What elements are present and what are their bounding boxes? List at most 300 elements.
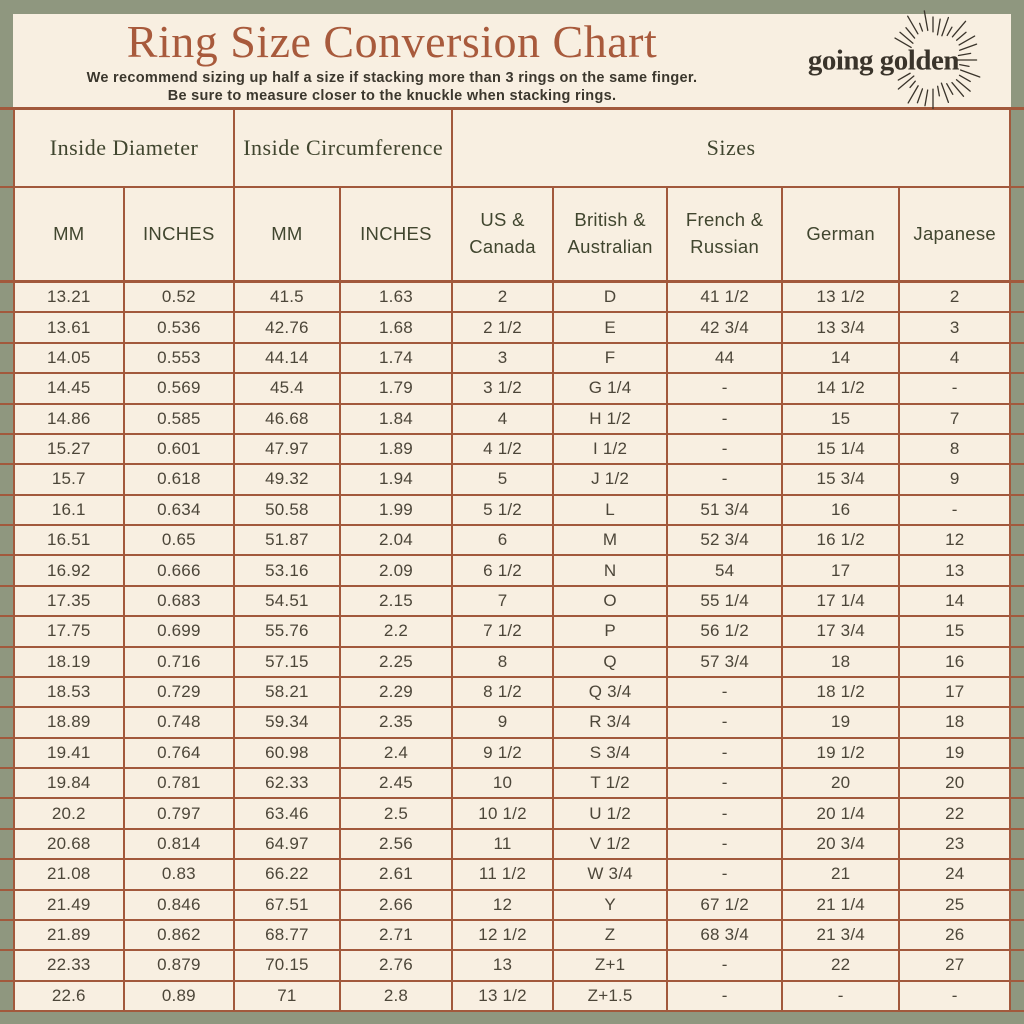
table-cell: 19.41: [47, 742, 91, 762]
right-margin: [1011, 587, 1024, 615]
table-cell: 1.84: [339, 405, 452, 433]
table-cell: 44.14: [233, 344, 339, 372]
table-cell: 54.51: [233, 587, 339, 615]
table-cell: 2.15: [339, 587, 452, 615]
left-margin: [0, 313, 13, 341]
left-margin: [0, 799, 13, 827]
table-cell: 16: [898, 648, 1009, 676]
table-cell: 18: [898, 708, 1009, 736]
table-row-cells: [13, 313, 1011, 341]
table-cell: 70.15: [233, 951, 339, 979]
title-band: [0, 14, 1024, 110]
table-cell: 0.601: [123, 435, 234, 463]
table-cell: 67 1/2: [666, 891, 781, 919]
table-cell: 2.61: [339, 860, 452, 888]
table-row: [0, 313, 1024, 343]
table-cell: 22.6: [51, 985, 86, 1005]
table-cell: 42.76: [233, 313, 339, 341]
column-header-french-russian: French & Russian: [666, 188, 781, 280]
right-margin: [1011, 110, 1024, 186]
right-margin: [1011, 891, 1024, 919]
table-cell: 19: [898, 739, 1009, 767]
table-cell: 17 3/4: [781, 617, 899, 645]
table-cell: 0.52: [123, 283, 234, 311]
table-row: [0, 951, 1024, 981]
right-margin: [1011, 374, 1024, 402]
table-cell: 67.51: [233, 891, 339, 919]
table-cell: 9: [898, 465, 1009, 493]
table-cell: 9 1/2: [451, 739, 552, 767]
left-margin: [0, 526, 13, 554]
group-header-sizes: Sizes: [451, 110, 1009, 186]
table-cell: 23: [898, 830, 1009, 858]
table-cell: 18.19: [47, 651, 91, 671]
table-cell: 16: [781, 496, 899, 524]
table-cell: 47.97: [233, 435, 339, 463]
table-cell: 68.77: [233, 921, 339, 949]
table-row-cells: [13, 678, 1011, 706]
table-row-cells: [13, 374, 1011, 402]
left-margin: [0, 830, 13, 858]
table-cell: 4: [451, 405, 552, 433]
left-margin: [0, 405, 13, 433]
right-margin: [1011, 799, 1024, 827]
table-row-cells: [13, 556, 1011, 584]
table-row: [0, 921, 1024, 951]
table-cell: 68 3/4: [666, 921, 781, 949]
right-margin: [1011, 526, 1024, 554]
table-cell: 15: [898, 617, 1009, 645]
table-cell: 15 3/4: [781, 465, 899, 493]
table-cell: 16 1/2: [781, 526, 899, 554]
left-margin: [0, 465, 13, 493]
table-cell: 22.33: [47, 955, 91, 975]
table-cell: 0.634: [123, 496, 234, 524]
table-cell: 13 1/2: [451, 982, 552, 1010]
table-row: [0, 739, 1024, 769]
table-cell: 57.15: [233, 648, 339, 676]
table-cell: 19.84: [47, 773, 91, 793]
table-cell: 20.2: [51, 803, 86, 823]
table-row: [0, 435, 1024, 465]
table-cell: 16.1: [51, 499, 86, 519]
table-cell: 0.536: [123, 313, 234, 341]
left-margin: [0, 344, 13, 372]
table-cell: 0.797: [123, 799, 234, 827]
table-row: [0, 708, 1024, 738]
table-cell: 66.22: [233, 860, 339, 888]
table-cell: 2.09: [339, 556, 452, 584]
table-row: [0, 799, 1024, 829]
table-row: [0, 374, 1024, 404]
table-cell: 0.569: [123, 374, 234, 402]
table-cell: -: [666, 830, 781, 858]
table-cell: 11: [451, 830, 552, 858]
right-margin: [1011, 769, 1024, 797]
left-margin: [0, 678, 13, 706]
column-header-japanese: Japanese: [898, 188, 1009, 280]
column-header-mm: MM: [233, 188, 339, 280]
table-row-cells: [13, 465, 1011, 493]
left-margin: [0, 951, 13, 979]
table-row-cells: [13, 587, 1011, 615]
table-cell: S 3/4: [552, 739, 667, 767]
table-cell: Q 3/4: [552, 678, 667, 706]
table-cell: 5 1/2: [451, 496, 552, 524]
table-row: [0, 617, 1024, 647]
table-cell: 53.16: [233, 556, 339, 584]
table-cell: 42 3/4: [666, 313, 781, 341]
right-margin: [1011, 496, 1024, 524]
table-cell: 17.75: [47, 621, 91, 641]
table-cell: 19: [781, 708, 899, 736]
table-cell: 8: [451, 648, 552, 676]
table-cell: 21.49: [47, 894, 91, 914]
table-cell: 1.89: [339, 435, 452, 463]
table-cell: 2.5: [339, 799, 452, 827]
table-cell: 2.04: [339, 526, 452, 554]
table-cell: 4 1/2: [451, 435, 552, 463]
table-cell: 7: [451, 587, 552, 615]
left-margin: [0, 708, 13, 736]
table-cell: 21: [781, 860, 899, 888]
table-cell: 25: [898, 891, 1009, 919]
table-cell: 14.45: [47, 378, 91, 398]
table-cell: 17.35: [47, 590, 91, 610]
table-cell: 3 1/2: [451, 374, 552, 402]
table-row-cells: [13, 891, 1011, 919]
table-cell: 20: [781, 769, 899, 797]
table-cell: 58.21: [233, 678, 339, 706]
table-cell: 5: [451, 465, 552, 493]
table-cell: 0.862: [123, 921, 234, 949]
table-cell: 18.89: [47, 712, 91, 732]
table-cell: Z: [552, 921, 667, 949]
table-cell: 16.51: [47, 530, 91, 550]
table-cell: 22: [898, 799, 1009, 827]
table-cell: 7 1/2: [451, 617, 552, 645]
left-margin: [0, 982, 13, 1010]
table-cell: 8 1/2: [451, 678, 552, 706]
table-cell: 15 1/4: [781, 435, 899, 463]
table-cell: Z+1.5: [552, 982, 667, 1010]
table-row-cells: [13, 860, 1011, 888]
table-cell: E: [552, 313, 667, 341]
table-cell: 57 3/4: [666, 648, 781, 676]
table-cell: N: [552, 556, 667, 584]
table-cell: -: [666, 465, 781, 493]
table-cell: Y: [552, 891, 667, 919]
table-cell: 9: [451, 708, 552, 736]
table-cell: 15: [781, 405, 899, 433]
table-cell: 15.7: [51, 469, 86, 489]
table-cell: 13: [898, 556, 1009, 584]
table-cell: 56 1/2: [666, 617, 781, 645]
subtitle-line-1: We recommend sizing up half a size if stacking more than 3 rings on the same finger.: [86, 70, 698, 86]
table-row-cells: [13, 921, 1011, 949]
table-cell: -: [898, 982, 1009, 1010]
left-margin: [0, 921, 13, 949]
right-margin: [1011, 951, 1024, 979]
table-row-cells: [13, 951, 1011, 979]
table-cell: 14: [898, 587, 1009, 615]
table-cell: 3: [451, 344, 552, 372]
table-cell: 18: [781, 648, 899, 676]
table-row-cells: [13, 769, 1011, 797]
right-margin: [1011, 556, 1024, 584]
table-cell: L: [552, 496, 667, 524]
table-cell: O: [552, 587, 667, 615]
table-cell: -: [781, 982, 899, 1010]
left-margin: [0, 110, 13, 186]
left-margin: [0, 283, 13, 311]
table-cell: -: [898, 496, 1009, 524]
table-cell: 13: [451, 951, 552, 979]
table-cell: 1.74: [339, 344, 452, 372]
table-cell: 63.46: [233, 799, 339, 827]
table-cell: -: [666, 951, 781, 979]
table-row: [0, 496, 1024, 526]
table-row: [0, 769, 1024, 799]
table-cell: 0.683: [123, 587, 234, 615]
table-cell: 2.4: [339, 739, 452, 767]
table-row-cells: [13, 526, 1011, 554]
table-cell: 11 1/2: [451, 860, 552, 888]
table-cell: 50.58: [233, 496, 339, 524]
right-margin: [1011, 617, 1024, 645]
table-cell: P: [552, 617, 667, 645]
table-cell: 4: [898, 344, 1009, 372]
table-cell: -: [898, 374, 1009, 402]
table-cell: -: [666, 739, 781, 767]
table-cell: 0.83: [123, 860, 234, 888]
table-cell: 71: [233, 982, 339, 1010]
table-cell: 2.66: [339, 891, 452, 919]
left-margin: [0, 496, 13, 524]
table-cell: -: [666, 374, 781, 402]
table-cell: -: [666, 799, 781, 827]
table-row: [0, 556, 1024, 586]
table-row-cells: [13, 830, 1011, 858]
table-cell: 0.814: [123, 830, 234, 858]
table-cell: 17 1/4: [781, 587, 899, 615]
table-cell: 12: [898, 526, 1009, 554]
table-cell: 59.34: [233, 708, 339, 736]
right-margin: [1011, 14, 1024, 107]
table-cell: J 1/2: [552, 465, 667, 493]
table-row-cells: [13, 405, 1011, 433]
table-row: [0, 344, 1024, 374]
table-cell: 0.585: [123, 405, 234, 433]
table-cell: 14.86: [47, 408, 91, 428]
table-row: [0, 891, 1024, 921]
table-cell: 0.764: [123, 739, 234, 767]
page-title: Ring Size Conversion Chart: [126, 16, 658, 67]
right-margin: [1011, 188, 1024, 280]
left-margin: [0, 739, 13, 767]
column-header-row: [0, 188, 1024, 283]
table-cell: 55.76: [233, 617, 339, 645]
table-cell: 19 1/2: [781, 739, 899, 767]
table-cell: -: [666, 678, 781, 706]
table-cell: H 1/2: [552, 405, 667, 433]
left-margin: [0, 374, 13, 402]
table-cell: 21 3/4: [781, 921, 899, 949]
table-row: [0, 678, 1024, 708]
group-header-row: [0, 110, 1024, 188]
right-margin: [1011, 860, 1024, 888]
right-margin: [1011, 405, 1024, 433]
table-cell: 2.8: [339, 982, 452, 1010]
table-cell: -: [666, 769, 781, 797]
table-cell: 18 1/2: [781, 678, 899, 706]
table-cell: 10 1/2: [451, 799, 552, 827]
right-margin: [1011, 344, 1024, 372]
table-cell: 52 3/4: [666, 526, 781, 554]
table-cell: 12: [451, 891, 552, 919]
group-header-cells: [13, 110, 1011, 186]
table-cell: -: [666, 708, 781, 736]
table-cell: 16.92: [47, 560, 91, 580]
table-row-cells: [13, 283, 1011, 311]
right-margin: [1011, 283, 1024, 311]
table-cell: 49.32: [233, 465, 339, 493]
table-cell: 6: [451, 526, 552, 554]
left-margin: [0, 648, 13, 676]
table-cell: 2.76: [339, 951, 452, 979]
left-margin: [0, 587, 13, 615]
table-cell: 0.846: [123, 891, 234, 919]
table-cell: 13.21: [47, 287, 91, 307]
table-cell: 44: [666, 344, 781, 372]
table-cell: 20 1/4: [781, 799, 899, 827]
brand-logo: [771, 14, 1011, 107]
table-cell: M: [552, 526, 667, 554]
table-cell: 0.879: [123, 951, 234, 979]
table-cell: 0.553: [123, 344, 234, 372]
table-cell: 24: [898, 860, 1009, 888]
table-cell: 2.56: [339, 830, 452, 858]
table-row: [0, 587, 1024, 617]
bottom-margin: [0, 1012, 1024, 1024]
table-cell: 14 1/2: [781, 374, 899, 402]
right-margin: [1011, 739, 1024, 767]
table-row: [0, 648, 1024, 678]
subtitle-line-2: Be sure to measure closer to the knuckle when stacking rings.: [167, 88, 617, 104]
left-margin: [0, 556, 13, 584]
table-cell: 26: [898, 921, 1009, 949]
table-cell: D: [552, 283, 667, 311]
title-content: [13, 14, 1011, 107]
table-row-cells: [13, 739, 1011, 767]
table-cell: 17: [781, 556, 899, 584]
left-margin: [0, 435, 13, 463]
table-cell: 13 3/4: [781, 313, 899, 341]
right-margin: [1011, 465, 1024, 493]
right-margin: [1011, 708, 1024, 736]
table-cell: 10: [451, 769, 552, 797]
table-cell: 20: [898, 769, 1009, 797]
table-cell: 13.61: [47, 317, 91, 337]
table-cell: 14.05: [47, 347, 91, 367]
table-row-cells: [13, 708, 1011, 736]
brand-logo-text: going golden: [807, 44, 959, 76]
left-margin: [0, 14, 13, 107]
column-header-german: German: [781, 188, 899, 280]
left-margin: [0, 860, 13, 888]
table-cell: 1.94: [339, 465, 452, 493]
table-cell: R 3/4: [552, 708, 667, 736]
table-cell: 17: [898, 678, 1009, 706]
table-cell: 7: [898, 405, 1009, 433]
table-row-cells: [13, 344, 1011, 372]
table-cell: 21.08: [47, 864, 91, 884]
left-margin: [0, 188, 13, 280]
table-cell: Z+1: [552, 951, 667, 979]
table-cell: 60.98: [233, 739, 339, 767]
table-cell: 0.666: [123, 556, 234, 584]
table-cell: U 1/2: [552, 799, 667, 827]
left-margin: [0, 769, 13, 797]
table-cell: 51.87: [233, 526, 339, 554]
right-margin: [1011, 921, 1024, 949]
table-cell: 1.99: [339, 496, 452, 524]
table-cell: 2: [898, 283, 1009, 311]
table-cell: -: [666, 435, 781, 463]
right-margin: [1011, 982, 1024, 1010]
right-margin: [1011, 648, 1024, 676]
table-cell: 2 1/2: [451, 313, 552, 341]
table-cell: 1.68: [339, 313, 452, 341]
table-row: [0, 860, 1024, 890]
table-cell: 0.618: [123, 465, 234, 493]
table-cell: 13 1/2: [781, 283, 899, 311]
table-row-cells: [13, 617, 1011, 645]
group-header-inside-diameter: Inside Diameter: [49, 135, 199, 160]
right-margin: [1011, 678, 1024, 706]
right-margin: [1011, 830, 1024, 858]
table-row-cells: [13, 982, 1011, 1010]
table-cell: Q: [552, 648, 667, 676]
table-cell: 55 1/4: [666, 587, 781, 615]
table-cell: 1.63: [339, 283, 452, 311]
table-cell: 41 1/2: [666, 283, 781, 311]
table-cell: 3: [898, 313, 1009, 341]
table-row-cells: [13, 799, 1011, 827]
table-cell: 22: [781, 951, 899, 979]
table-row: [0, 405, 1024, 435]
table-row: [0, 830, 1024, 860]
table-cell: T 1/2: [552, 769, 667, 797]
table-cell: 0.748: [123, 708, 234, 736]
table-cell: 0.65: [123, 526, 234, 554]
table-cell: 21.89: [47, 925, 91, 945]
table-cell: 12 1/2: [451, 921, 552, 949]
column-header-inches: INCHES: [339, 188, 452, 280]
title-block: [13, 14, 771, 107]
group-header-inside-circumference: Inside Circumference: [233, 110, 451, 186]
table-cell: W 3/4: [552, 860, 667, 888]
table-cell: 2.29: [339, 678, 452, 706]
table-cell: 21 1/4: [781, 891, 899, 919]
right-margin: [1011, 435, 1024, 463]
table-cell: 27: [898, 951, 1009, 979]
table-cell: I 1/2: [552, 435, 667, 463]
table-cell: 6 1/2: [451, 556, 552, 584]
column-header-us-canada: US & Canada: [451, 188, 552, 280]
table-cell: 0.89: [123, 982, 234, 1010]
left-margin: [0, 617, 13, 645]
